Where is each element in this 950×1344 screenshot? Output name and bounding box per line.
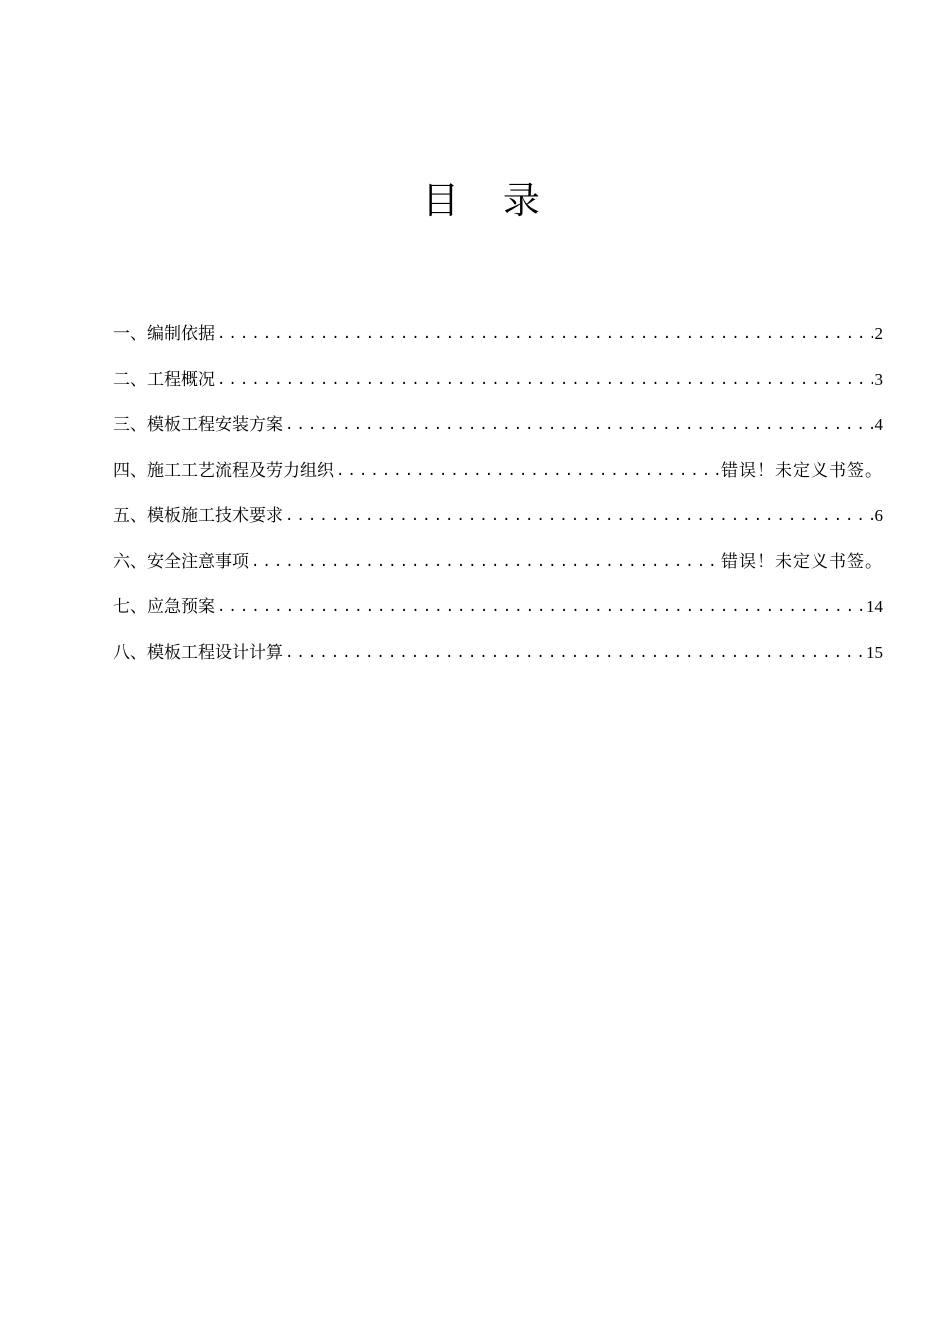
toc-entry-page: 15 <box>866 642 883 662</box>
table-of-contents <box>113 320 883 684</box>
toc-entry[interactable] <box>113 593 883 639</box>
toc-entry-label: 一、编制依据 <box>113 324 215 344</box>
toc-entry-label: 四、施工工艺流程及劳力组织 <box>113 460 334 481</box>
toc-entry-label: 三、模板工程安装方案 <box>113 415 283 435</box>
toc-entry-label: 七、应急预案 <box>113 597 215 617</box>
toc-entry-page: 3 <box>874 369 883 389</box>
toc-dot-leader <box>336 457 719 485</box>
toc-entry[interactable] <box>113 366 883 412</box>
toc-entry-label: 六、安全注意事项 <box>113 551 249 572</box>
toc-dot-leader <box>251 548 719 576</box>
toc-title: 目 录 <box>422 179 556 222</box>
toc-entry-page: 6 <box>874 506 883 525</box>
toc-entry[interactable] <box>113 457 883 503</box>
toc-entry[interactable] <box>113 320 883 366</box>
toc-entry[interactable] <box>113 502 883 548</box>
toc-entry[interactable] <box>113 548 883 594</box>
toc-entry-page-error: 错误！未定义书签。 <box>721 551 883 572</box>
toc-dot-leader <box>285 411 873 439</box>
toc-entry-page-error: 错误！未定义书签。 <box>721 460 883 481</box>
toc-dot-leader <box>217 593 864 621</box>
toc-entry[interactable] <box>113 411 883 457</box>
toc-dot-leader <box>285 639 864 667</box>
toc-dot-leader <box>217 320 873 348</box>
toc-entry-label: 五、模板施工技术要求 <box>113 506 283 526</box>
toc-entry-page: 4 <box>874 415 883 434</box>
toc-entry-page: 14 <box>866 597 883 616</box>
toc-entry-page: 2 <box>874 324 883 343</box>
toc-dot-leader <box>217 366 873 394</box>
toc-entry[interactable] <box>113 639 883 685</box>
toc-dot-leader <box>285 502 873 530</box>
toc-entry-label: 八、模板工程设计计算 <box>113 642 283 663</box>
toc-entry-label: 二、工程概况 <box>113 369 215 390</box>
